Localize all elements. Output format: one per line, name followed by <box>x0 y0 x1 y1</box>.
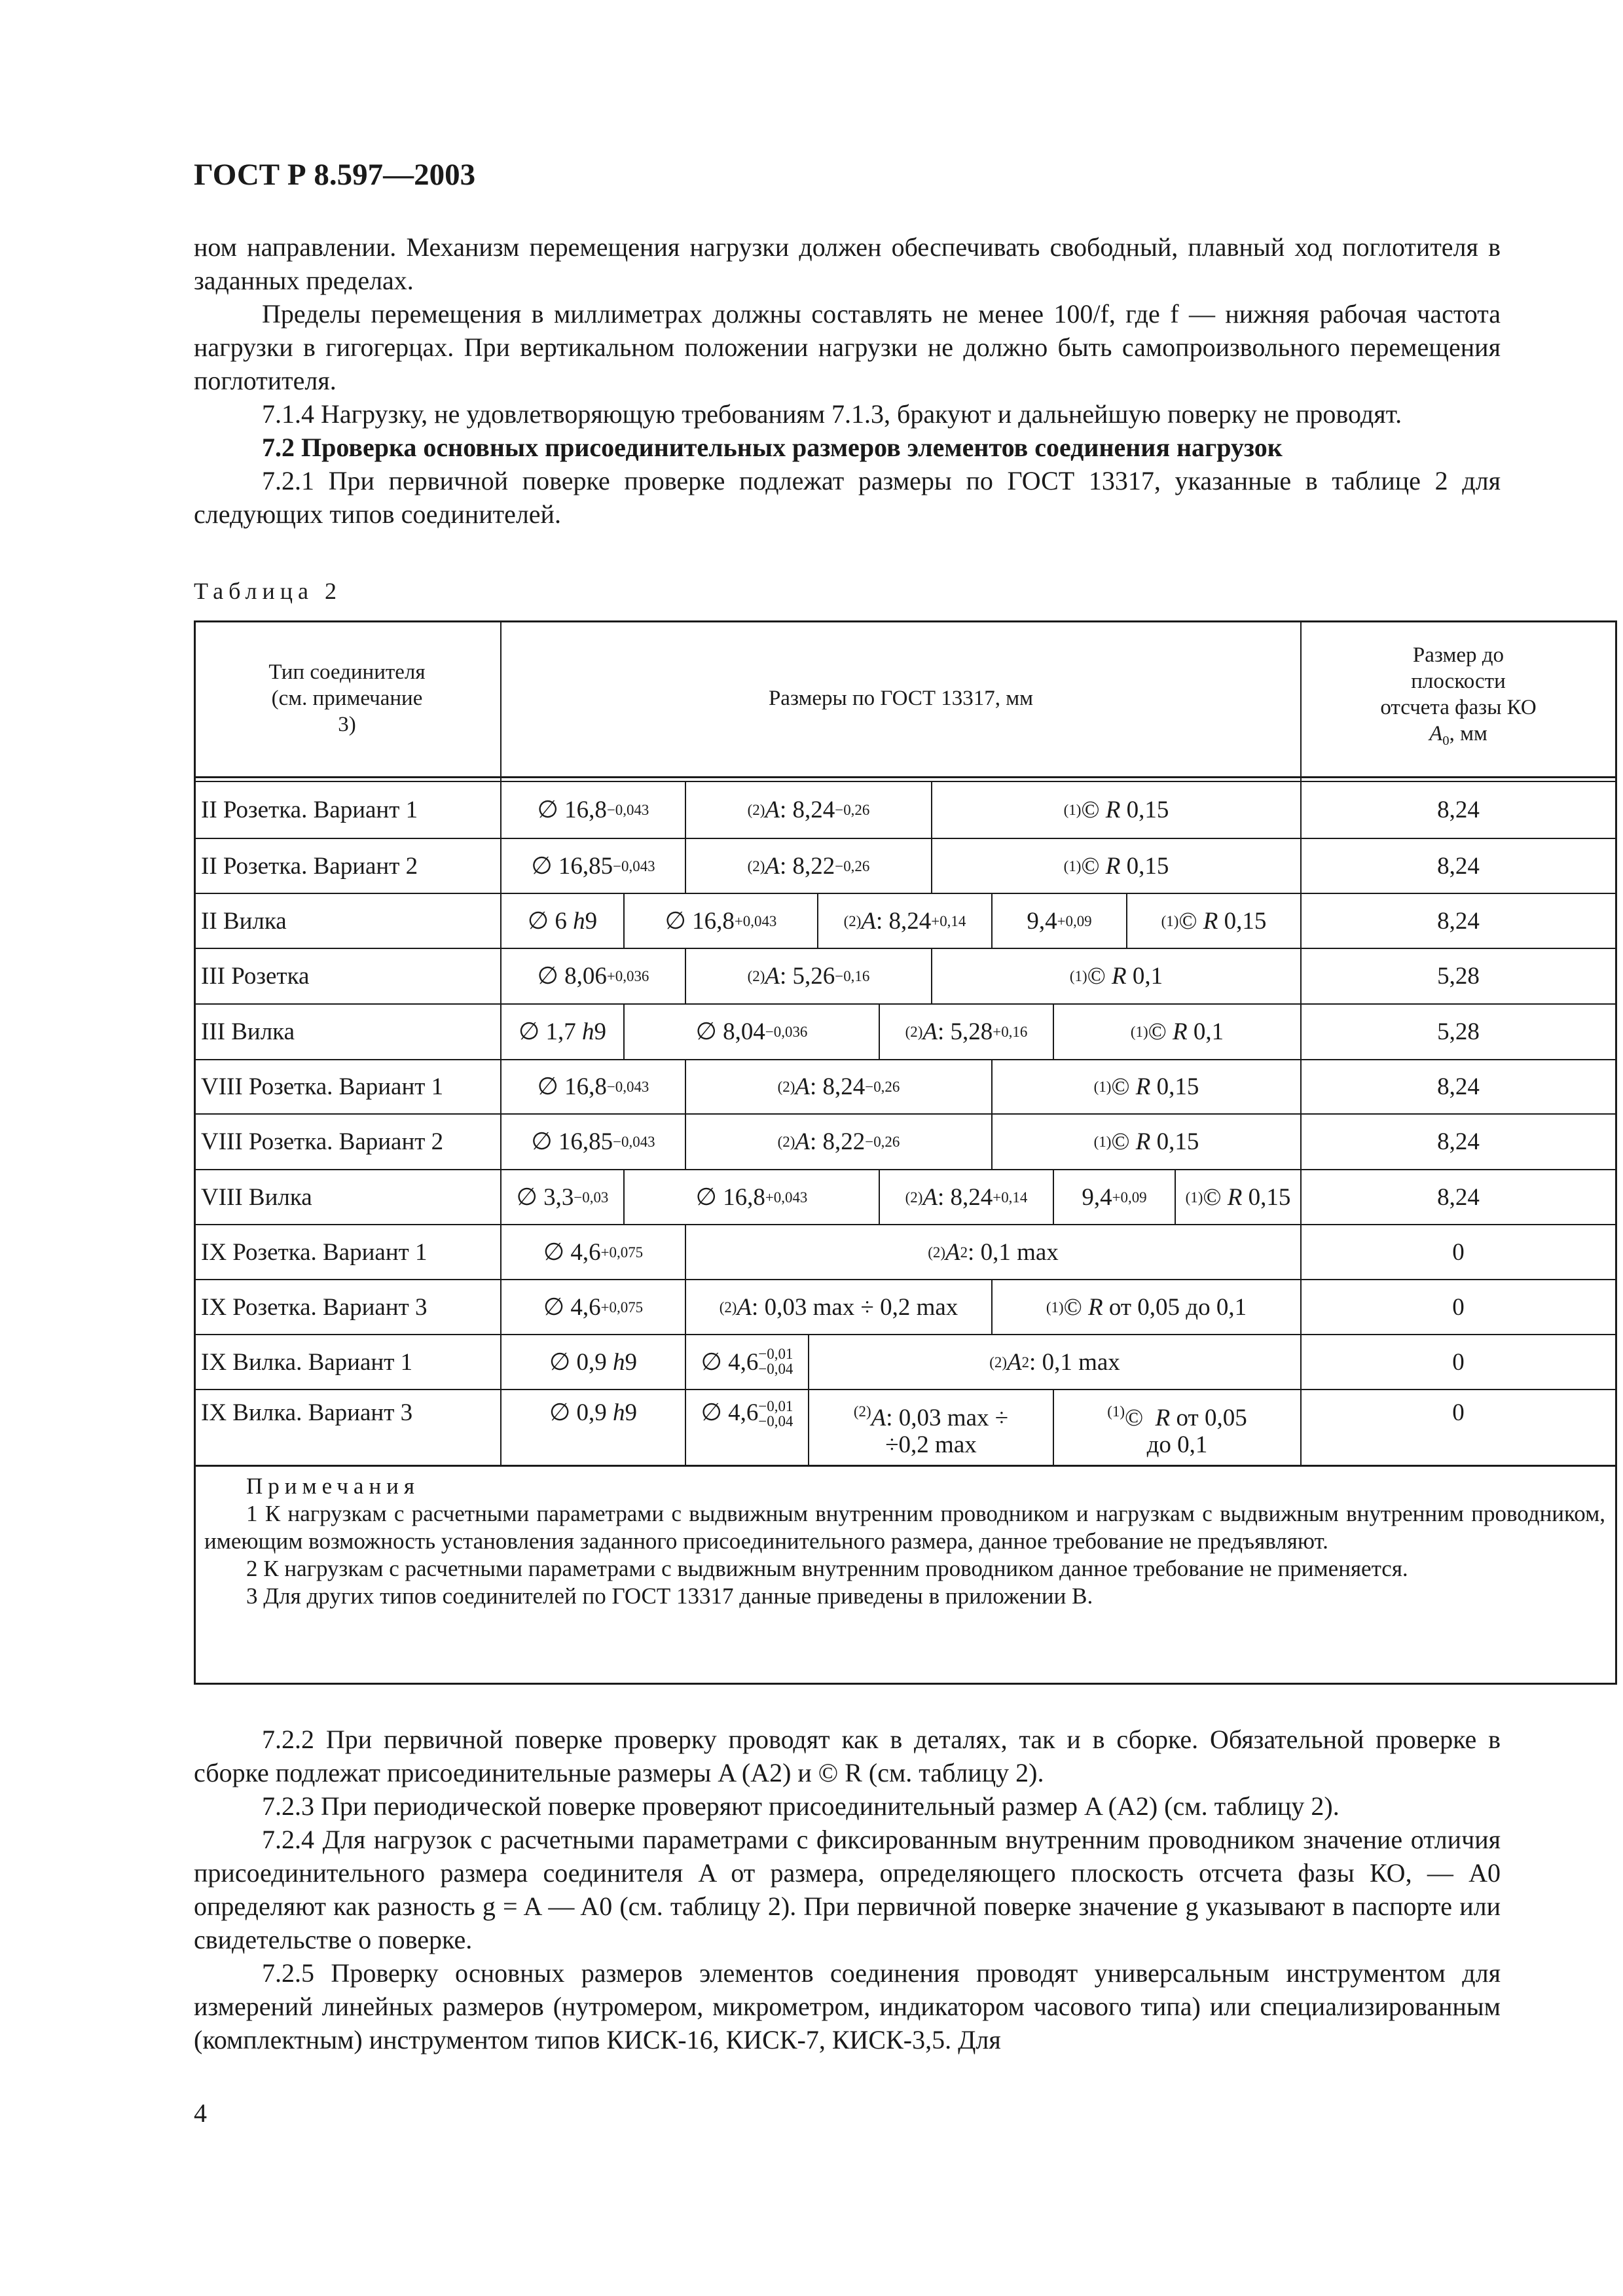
size-cell: (1) © R от 0,05 до 0,1 <box>1046 1293 1247 1321</box>
header-type: Тип соединителя (см. примечание 3) <box>268 660 426 736</box>
size-cell: (2) A : 8,24 −0,26 <box>777 1073 900 1100</box>
size-cell: (2) A : 5,28 +0,16 <box>905 1018 1028 1045</box>
row-ref: 0 <box>1452 1293 1465 1321</box>
row-ref: 0 <box>1452 1348 1465 1376</box>
table-caption: Таблица 2 <box>194 578 342 604</box>
row-type: II Розетка. Вариант 1 <box>201 797 418 823</box>
row-ref: 8,24 <box>1437 1073 1480 1100</box>
size-cell: ∅ 16,85 −0,043 <box>531 1128 655 1155</box>
top-text <box>194 230 1501 531</box>
row-ref: 5,28 <box>1437 1018 1480 1045</box>
size-cell: ∅ 3,3 −0,03 <box>516 1183 609 1211</box>
size-cell: (1) © R 0,15 <box>1093 1073 1199 1100</box>
size-cell: ∅ 8,06 +0,036 <box>537 963 649 990</box>
size-cell: (1) © R 0,15 <box>1161 907 1267 935</box>
size-cell: 9,4 +0,09 <box>1082 1183 1147 1211</box>
size-cell: ∅ 0,9 h 9 <box>549 1399 637 1426</box>
size-cell: ∅ 1,7 h 9 <box>519 1018 606 1045</box>
paragraph-3: 7.1.4 Нагрузку, не удовлетворяющую требованиям 7.1.3, бракуют и дальнейшую поверку не проводят. <box>262 399 1402 429</box>
header-ref-plane: Размер до плоскости отсчета фазы КО $A_0$, мм <box>1380 643 1537 749</box>
size-cell: ∅ 4,6 −0,01 −0,04 <box>701 1398 793 1429</box>
section-heading: 7.2 Проверка основных присоединительных размеров элементов соединения нагрузок <box>262 433 1283 462</box>
row-type: VIII Розетка. Вариант 1 <box>201 1073 444 1100</box>
row-type: II Розетка. Вариант 2 <box>201 852 418 880</box>
size-cell: (1) © R 0,15 <box>1063 852 1169 880</box>
row-ref: 8,24 <box>1437 907 1480 935</box>
row-type: III Розетка <box>201 963 310 990</box>
paragraph-2: Пределы перемещения в миллиметрах должны составлять не менее 100/f, где f — нижняя рабочая частота нагрузки в гигогерцах. При вертикальном положении нагрузки не должно быть самопроизвольного перемещения поглотителя. <box>194 299 1501 395</box>
size-cell: (1) © R 0,1 <box>1130 1018 1224 1045</box>
size-cell: (1) © R 0,15 <box>1185 1183 1291 1211</box>
size-cell: ∅ 16,8 −0,043 <box>537 797 649 823</box>
paragraph-4: 7.2.1 При первичной поверке проверке подлежат размеры по ГОСТ 13317, указанные в таблице 2 для следующих типов соединителей. <box>194 466 1501 529</box>
paragraph-7-2-3: 7.2.3 При периодической поверке проверяют присоединительный размер A (A2) (см. таблицу 2). <box>262 1791 1340 1821</box>
notes-title: Примечания <box>246 1473 420 1499</box>
row-type: VIII Розетка. Вариант 2 <box>201 1128 444 1155</box>
size-cell: ∅ 4,6 +0,075 <box>543 1238 644 1266</box>
row-type: IX Вилка. Вариант 1 <box>201 1348 413 1376</box>
row-type: IX Вилка. Вариант 3 <box>201 1399 413 1426</box>
row-ref: 8,24 <box>1437 1128 1480 1155</box>
size-cell: (1) © R 0,15 <box>1063 797 1169 823</box>
size-cell: ∅ 6 h 9 <box>527 907 598 935</box>
size-cell: ∅ 0,9 h 9 <box>549 1348 637 1376</box>
bottom-text <box>194 1723 1501 2056</box>
size-cell: ∅ 4,6 +0,075 <box>543 1293 644 1321</box>
size-cell: ∅ 16,8 −0,043 <box>537 1073 649 1100</box>
page-number: 4 <box>194 2098 207 2128</box>
size-cell: ∅ 4,6 −0,01 −0,04 <box>701 1346 793 1377</box>
size-cell: (2) A : 0,03 max ÷ 0,2 max <box>719 1293 958 1321</box>
row-ref: 8,24 <box>1437 797 1480 823</box>
size-cell: ∅ 16,8 +0,043 <box>695 1183 808 1211</box>
size-cell: (2) A : 8,24 −0,26 <box>747 797 870 823</box>
size-cell: $^{(2)}$A: 0,03 max ÷ ÷0,2 max <box>853 1403 1009 1458</box>
size-cell: (1) © R 0,15 <box>1093 1128 1199 1155</box>
size-cell: (2) A : 8,24 +0,14 <box>905 1183 1028 1211</box>
note-3: 3 Для других типов соединителей по ГОСТ 13317 данные приведены в приложении В. <box>246 1583 1093 1609</box>
row-type: III Вилка <box>201 1018 295 1045</box>
size-cell: $^{(1)}$© R от 0,05 до 0,1 <box>1107 1403 1247 1458</box>
size-cell: ∅ 16,8 +0,043 <box>665 907 777 935</box>
header-sizes: Размеры по ГОСТ 13317, мм <box>768 687 1034 710</box>
size-cell: (1) © R 0,1 <box>1069 963 1163 990</box>
table-2 <box>194 620 1617 1685</box>
size-cell: (2) A 2 : 0,1 max <box>928 1238 1059 1266</box>
row-type: II Вилка <box>201 907 287 935</box>
row-ref: 8,24 <box>1437 852 1480 880</box>
size-cell: (2) A : 8,24 +0,14 <box>843 907 966 935</box>
paragraph-7-2-4: 7.2.4 Для нагрузок с расчетными параметрами с фиксированным внутренним проводником значение отличия присоединительного размера соединителя A от размера, определяющего плоскость отсчета фазы КО, — A0 определяют как разность g = A — A0 (см. таблицу 2). При первичной поверке значение g указывают в паспорте или свидетельстве о поверке. <box>194 1825 1501 1954</box>
row-type: IX Розетка. Вариант 1 <box>201 1238 428 1266</box>
row-ref: 5,28 <box>1437 963 1480 990</box>
row-ref: 0 <box>1452 1238 1465 1266</box>
row-ref: 0 <box>1452 1399 1465 1426</box>
note-1: 1 К нагрузкам с расчетными параметрами с выдвижным внутренним проводником и нагрузкам с выдвижным внутренним проводником, имеющим возможность установления заданного присоединительного размера, данное требование не предъявляют. <box>204 1501 1605 1554</box>
size-cell: ∅ 8,04 −0,036 <box>695 1018 808 1045</box>
paragraph-1: ном направлении. Механизм перемещения нагрузки должен обеспечивать свободный, плавный ход поглотителя в заданных пределах. <box>194 232 1501 295</box>
table-notes <box>204 1473 1605 1610</box>
row-type: IX Розетка. Вариант 3 <box>201 1293 428 1321</box>
size-cell: (2) A 2 : 0,1 max <box>989 1348 1120 1376</box>
size-cell: (2) A : 8,22 −0,26 <box>747 852 870 880</box>
note-2: 2 К нагрузкам с расчетными параметрами с выдвижным внутренним проводником данное требование не применяется. <box>246 1556 1408 1581</box>
size-cell: (2) A : 5,26 −0,16 <box>747 963 870 990</box>
paragraph-7-2-2: 7.2.2 При первичной поверке проверку проводят как в деталях, так и в сборке. Обязательной проверке в сборке подлежат присоединительные размеры A (A2) и © R (см. таблицу 2). <box>194 1725 1501 1787</box>
paragraph-7-2-5: 7.2.5 Проверку основных размеров элементов соединения проводят универсальным инструментом для измерений линейных размеров (нутромером, микрометром, индикатором часового типа) или специализированным (комплектным) инструментом типов КИСК-16, КИСК-7, КИСК-3,5. Для <box>194 1958 1501 2054</box>
document-header: ГОСТ Р 8.597—2003 <box>194 158 476 192</box>
row-type: VIII Вилка <box>201 1183 312 1211</box>
row-ref: 8,24 <box>1437 1183 1480 1211</box>
size-cell: ∅ 16,85 −0,043 <box>531 852 655 880</box>
size-cell: (2) A : 8,22 −0,26 <box>777 1128 900 1155</box>
size-cell: 9,4 +0,09 <box>1027 907 1092 935</box>
